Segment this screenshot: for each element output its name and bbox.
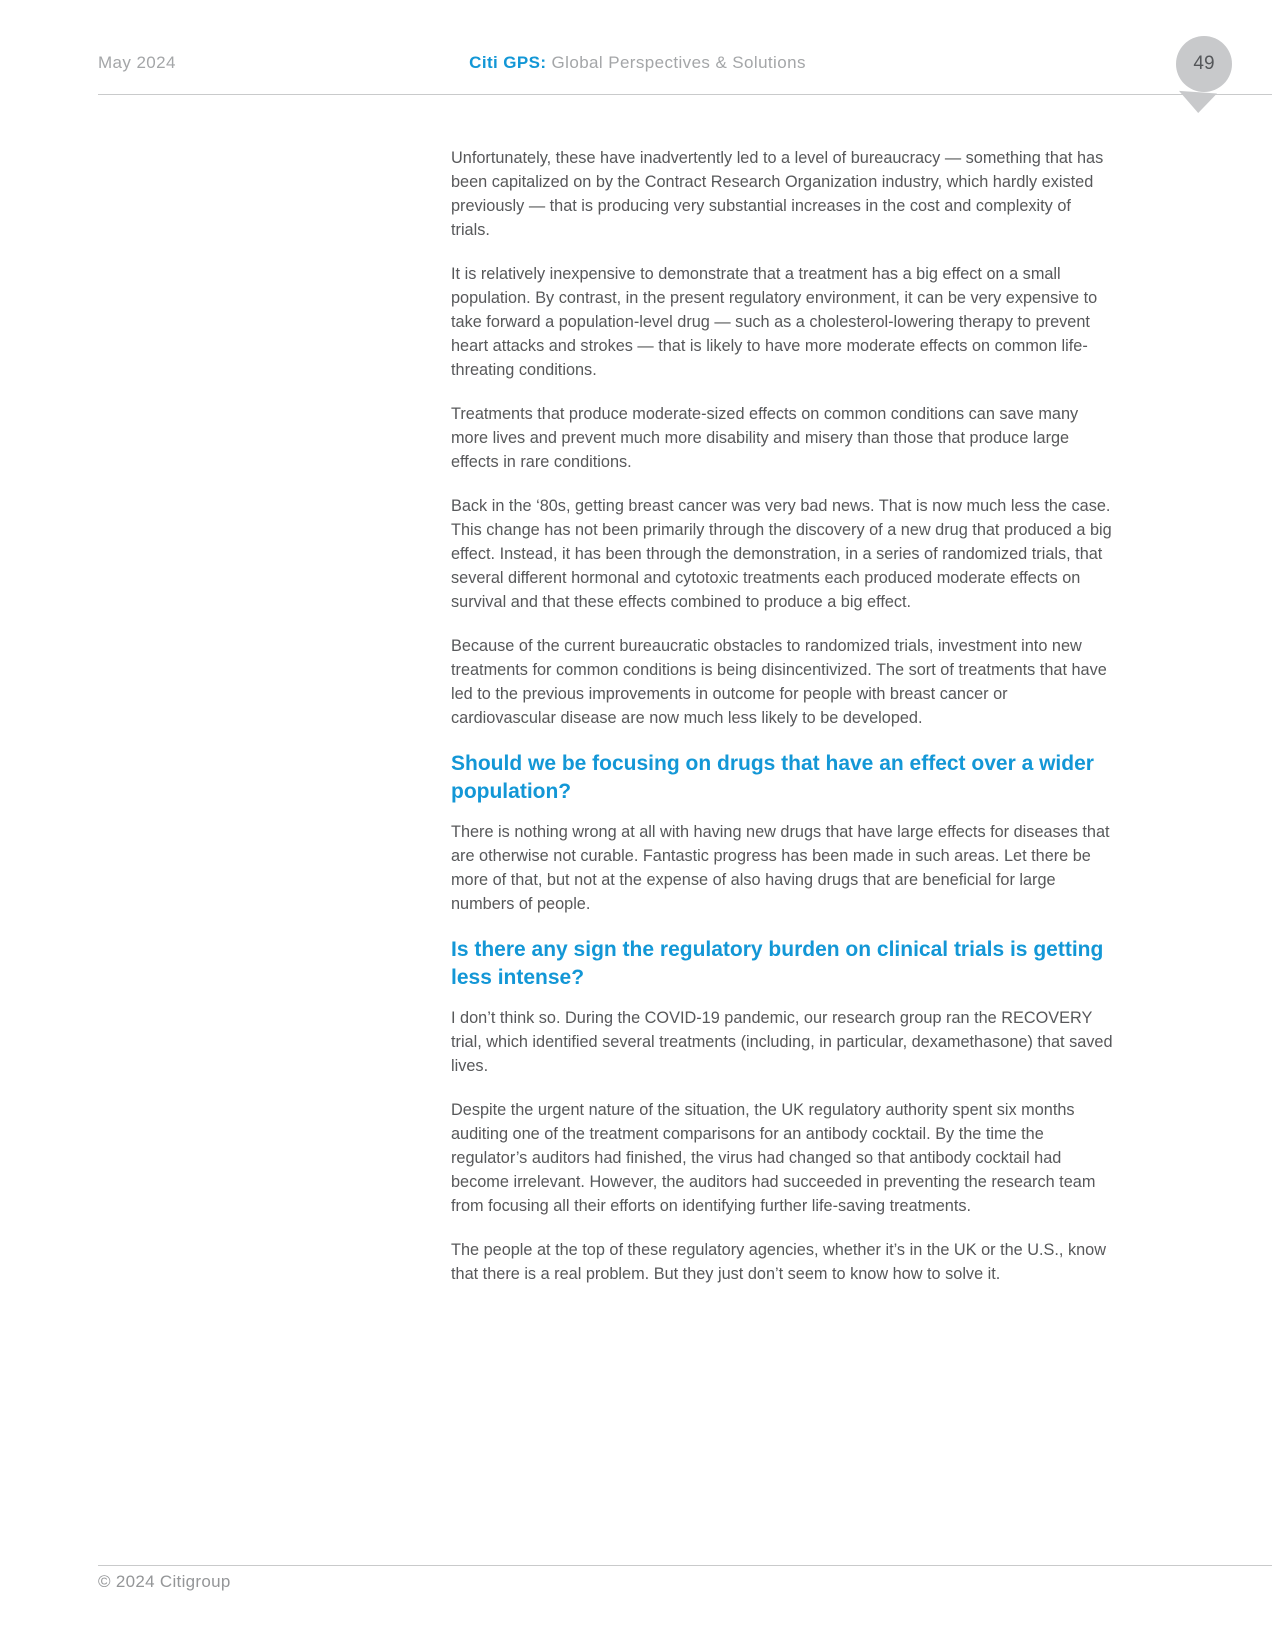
paragraph: Back in the ‘80s, getting breast cancer was very bad news. That is now much less the case. This change has not been primarily through the discovery of a new drug that produced a big effect. Instead, it has been through the demonstration, in a series of randomized trials, that several different hormonal and cytotoxic treatments each produced moderate effects on survival and that these effects combined to produce a big effect. [451, 497, 1112, 611]
paragraph: I don’t think so. During the COVID-19 pandemic, our research group ran the RECOVERY trial, which identified several treatments (including, in particular, dexamethasone) that saved lives. [451, 1009, 1113, 1075]
page-number-badge [1176, 36, 1232, 92]
section-heading: Is there any sign the regulatory burden on clinical trials is getting less intense? [451, 938, 1104, 989]
paragraph: It is relatively inexpensive to demonstrate that a treatment has a big effect on a small population. By contrast, in the present regulatory environment, it can be very expensive to take forward a population-level drug — such as a cholesterol-lowering therapy to prevent heart attacks and strokes — that is likely to have more moderate effects on common life-threating conditions. [451, 265, 1098, 379]
header-divider [98, 94, 1272, 95]
brand-tagline: Global Perspectives & Solutions [546, 53, 806, 72]
footer-divider [98, 1565, 1272, 1566]
paragraph: Unfortunately, these have inadvertently led to a level of bureaucracy — something that has been capitalized on by the Contract Research Organization industry, which hardly existed previously — that is producing very substantial increases in the cost and complexity of trials. [451, 149, 1104, 239]
brand-name: Citi GPS: [469, 53, 547, 72]
section-heading: Should we be focusing on drugs that have an effect over a wider population? [451, 752, 1094, 803]
paragraph: Because of the current bureaucratic obstacles to randomized trials, investment into new treatments for common conditions is being disincentivized. The sort of treatments that have led to the previous improvements in outcome for people with breast cancer or cardiovascular disease are now much less likely to be developed. [451, 637, 1107, 727]
paragraph: The people at the top of these regulatory agencies, whether it’s in the UK or the U.S., know that there is a real problem. But they just don’t seem to know how to solve it. [451, 1241, 1106, 1283]
article-body [451, 132, 1113, 1306]
paragraph: Treatments that produce moderate-sized effects on common conditions can save many more lives and prevent much more disability and misery than those that produce large effects in rare conditions. [451, 405, 1079, 471]
paragraph: There is nothing wrong at all with having new drugs that have large effects for diseases that are otherwise not curable. Fantastic progress has been made in such areas. Let there be more of that, but not at the expense of also having drugs that are beneficial for large numbers of people. [451, 823, 1110, 913]
paragraph: Despite the urgent nature of the situation, the UK regulatory authority spent six months auditing one of the treatment comparisons for an antibody cocktail. By the time the regulator’s auditors had finished, the virus had changed so that antibody cocktail had become irrelevant. However, the auditors had succeeded in preventing the research team from focusing all their efforts on identifying further life-saving treatments. [451, 1101, 1096, 1215]
header-brand [0, 53, 1275, 73]
header-date: May 2024 [98, 53, 176, 72]
footer-copyright: © 2024 Citigroup [98, 1572, 231, 1591]
page-number: 49 [1193, 53, 1215, 74]
